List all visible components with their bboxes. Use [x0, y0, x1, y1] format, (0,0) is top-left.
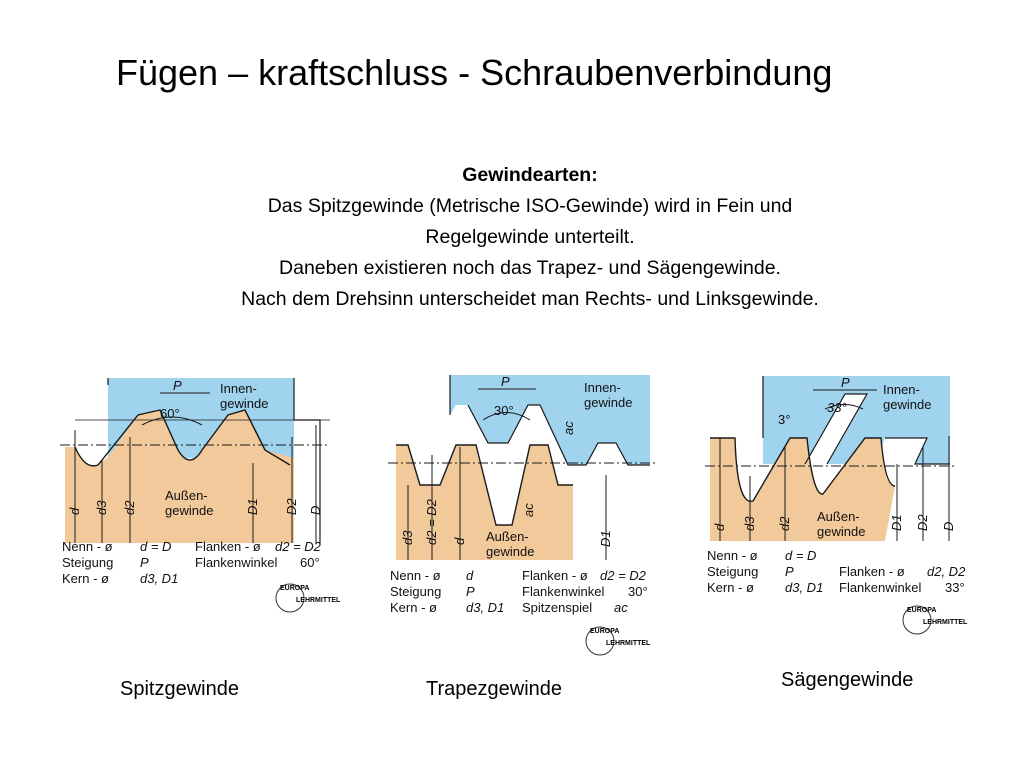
- aussen-label-1: Außen-: [817, 509, 860, 524]
- svg-text:d: d: [466, 568, 474, 583]
- svg-text:Steigung: Steigung: [707, 564, 759, 579]
- intro-line-1: Das Spitzgewinde (Metrische ISO-Gewinde) wird in Fein und: [267, 195, 793, 217]
- caption-trapezgewinde: Trapezgewinde: [426, 678, 563, 700]
- dim-d: d: [712, 523, 727, 531]
- dim-d: d: [67, 507, 82, 515]
- spec-table: [390, 568, 648, 615]
- svg-text:60°: 60°: [300, 555, 320, 570]
- dim-D1: D1: [889, 514, 904, 531]
- svg-text:Kern - ø: Kern - ø: [707, 580, 754, 595]
- svg-text:33°: 33°: [945, 580, 965, 595]
- svg-text:d3, D1: d3, D1: [466, 600, 505, 615]
- figure-saegengewinde: [705, 376, 990, 646]
- europa-logo: [903, 606, 968, 634]
- svg-text:EUROPA: EUROPA: [590, 628, 620, 635]
- innen-label-2: gewinde: [220, 396, 269, 411]
- spec-table: [62, 539, 322, 586]
- dim-d3: d3: [94, 500, 109, 515]
- svg-text:Nenn - ø: Nenn - ø: [390, 568, 441, 583]
- dim-D: D: [941, 521, 956, 531]
- svg-text:Flankenwinkel: Flankenwinkel: [839, 580, 922, 595]
- saegengewinde-diagram: [705, 376, 990, 646]
- svg-text:LEHRMITTEL: LEHRMITTEL: [296, 597, 341, 604]
- svg-text:Nenn - ø: Nenn - ø: [62, 539, 113, 554]
- aussen-label-2: gewinde: [817, 524, 866, 539]
- angle-label: 60°: [160, 406, 180, 421]
- svg-text:Kern - ø: Kern - ø: [390, 600, 437, 615]
- dim-D2: D2: [284, 498, 299, 515]
- svg-text:d = D: d = D: [140, 539, 172, 554]
- figure-spitzgewinde: [60, 375, 340, 625]
- angle2-label: 3°: [778, 412, 791, 427]
- aussen-region: [710, 438, 895, 541]
- svg-text:Flankenwinkel: Flankenwinkel: [195, 555, 278, 570]
- dim-d3: d3: [742, 516, 757, 531]
- dim-ac-bottom: ac: [521, 503, 536, 517]
- innen-label-2: gewinde: [883, 397, 932, 412]
- svg-text:d3, D1: d3, D1: [140, 571, 179, 586]
- svg-text:d2 = D2: d2 = D2: [600, 568, 646, 583]
- intro-heading: Gewindearten:: [462, 164, 598, 186]
- svg-text:P: P: [785, 564, 794, 579]
- pitch-label: P: [173, 378, 182, 393]
- dim-d2-D2: d2 = D2: [424, 499, 439, 545]
- svg-text:30°: 30°: [628, 584, 648, 599]
- aussen-label-1: Außen-: [165, 488, 208, 503]
- angle-label: 30°: [494, 403, 514, 418]
- svg-text:LEHRMITTEL: LEHRMITTEL: [606, 640, 651, 647]
- svg-text:Flanken - ø: Flanken - ø: [195, 539, 261, 554]
- innen-label-1: Innen-: [220, 381, 257, 396]
- dim-d: d: [452, 537, 467, 545]
- svg-text:Flanken - ø: Flanken - ø: [839, 564, 905, 579]
- intro-line-3: Daneben existieren noch das Trapez- und Sägengewinde.: [279, 257, 781, 279]
- svg-text:P: P: [140, 555, 149, 570]
- svg-text:Flanken - ø: Flanken - ø: [522, 568, 588, 583]
- dim-ac-top: ac: [561, 421, 576, 435]
- slide-title: Fügen – kraftschluss - Schraubenverbindung: [116, 52, 833, 93]
- svg-text:d2, D2: d2, D2: [927, 564, 966, 579]
- svg-text:P: P: [466, 584, 475, 599]
- angle-label: 33°: [827, 400, 847, 415]
- svg-text:LEHRMITTEL: LEHRMITTEL: [923, 619, 968, 626]
- innen-label-2: gewinde: [584, 395, 633, 410]
- dim-d3: d3: [400, 530, 415, 545]
- svg-text:d = D: d = D: [785, 548, 817, 563]
- dim-D1: D1: [598, 530, 613, 547]
- aussen-region: [396, 445, 573, 560]
- svg-text:Flankenwinkel: Flankenwinkel: [522, 584, 605, 599]
- svg-text:Kern - ø: Kern - ø: [62, 571, 109, 586]
- aussen-label-2: gewinde: [165, 503, 214, 518]
- dim-d2: d2: [122, 500, 137, 515]
- pitch-label: P: [841, 375, 850, 390]
- intro-text: [130, 160, 930, 315]
- intro-line-4: Nach dem Drehsinn unterscheidet man Rechts- und Linksgewinde.: [241, 288, 819, 310]
- aussen-label-2: gewinde: [486, 544, 535, 559]
- svg-text:Spitzenspiel: Spitzenspiel: [522, 600, 593, 615]
- europa-logo: [276, 584, 341, 612]
- svg-text:Steigung: Steigung: [390, 584, 442, 599]
- caption-saegengewinde: Sägengewinde: [781, 669, 914, 691]
- dim-d2: d2: [777, 516, 792, 531]
- aussen-label-1: Außen-: [486, 529, 529, 544]
- svg-text:EUROPA: EUROPA: [907, 607, 937, 614]
- dim-D: D: [308, 505, 323, 515]
- spec-table: [707, 548, 966, 595]
- spitzgewinde-diagram: [60, 375, 340, 625]
- dim-D1: D1: [245, 498, 260, 515]
- svg-text:EUROPA: EUROPA: [280, 585, 310, 592]
- europa-logo: [586, 627, 651, 655]
- trapezgewinde-diagram: [388, 375, 663, 665]
- svg-text:d2 = D2: d2 = D2: [275, 539, 321, 554]
- dim-D2: D2: [915, 514, 930, 531]
- pitch-label: P: [501, 374, 510, 389]
- svg-text:d3, D1: d3, D1: [785, 580, 824, 595]
- figure-trapezgewinde: [388, 375, 663, 665]
- innen-label-1: Innen-: [883, 382, 920, 397]
- svg-text:Nenn - ø: Nenn - ø: [707, 548, 758, 563]
- caption-spitzgewinde: Spitzgewinde: [120, 678, 239, 700]
- svg-text:Steigung: Steigung: [62, 555, 114, 570]
- innen-label-1: Innen-: [584, 380, 621, 395]
- intro-line-2: Regelgewinde unterteilt.: [425, 226, 635, 248]
- svg-text:ac: ac: [614, 600, 628, 615]
